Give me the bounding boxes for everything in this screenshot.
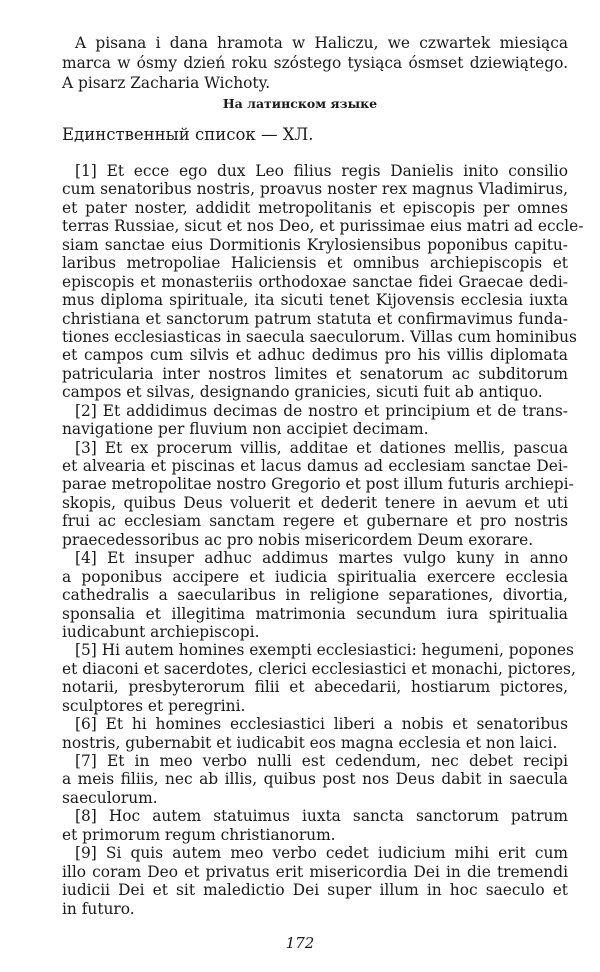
text-line: saeculorum.: [62, 788, 158, 807]
text-line: in futuro.: [62, 899, 135, 918]
text-line: et pater noster, addidit metropolitanis et episcopis per omnes: [62, 198, 568, 217]
text-line: sculptores et peregrini.: [62, 696, 246, 715]
text-line: tiones ecclesiasticas in saecula saeculorum. Villas cum hominibus: [62, 327, 577, 346]
text-line: episcopis et monasteriis orthodoxae sanctae fidei Graecae dedi-: [62, 272, 568, 291]
text-line: [1] Et ecce ego dux Leo filius regis Danielis inito consilio: [75, 162, 568, 180]
text-line: campos et silvas, designando granicies, sicuti fuit ab antiquo.: [62, 383, 543, 402]
text-line: a poponibus accipere et iudicia spiritualia exercere ecclesia: [62, 567, 568, 586]
source-note: Единственный список — ХЛ.: [62, 125, 314, 144]
text-line: parae metropolitae nostro Gregorio et post illum futuris archiepi-: [62, 475, 574, 494]
text-line: et campos cum silvis et adhuc dedimus pro his villis diplomata: [62, 346, 568, 365]
text-line: iudicabunt archiepiscopi.: [62, 622, 260, 641]
text-line: praecedessoribus ac pro nobis misericordem Deum exorare.: [62, 530, 534, 549]
text-line: nostris, gubernabit et iudicabit eos magna ecclesia et non laici.: [62, 733, 558, 752]
section-heading: На латинском языке: [222, 96, 378, 111]
text-line: siam sanctae eius Dormitionis Krylosiensibus poponibus capitu-: [62, 235, 568, 254]
page-number: 172: [285, 934, 315, 952]
text-line: christiana et sanctorum patrum statuta et confirmavimus funda-: [62, 309, 568, 328]
text-line: skopis, quibus Deus voluerit et dederit tenere in aevum et uti: [62, 493, 568, 512]
text-line: [8] Hoc autem statuimus iuxta sancta sanctorum patrum: [75, 807, 568, 826]
text-line: sponsalia et illegitima matrimonia secundum iura spiritualia: [62, 604, 568, 623]
text-line: laribus metropoliae Haliciensis et omnibus archiepiscopis et: [62, 254, 568, 273]
text-line: [4] Et insuper adhuc addimus martes vulgo kuny in anno: [75, 549, 568, 568]
text-line: frui ac ecclesiam sanctam regere et gubernare et pro nostris: [62, 512, 568, 531]
text-line: marca w ósmy dzień roku szóstego tysiąca ósmset dziewiątego.: [62, 54, 568, 72]
text-line: [3] Et ex procerum villis, additae et dationes mellis, pascua: [75, 438, 568, 457]
text-line: et diaconi et sacerdotes, clerici ecclesiastici et monachi, pictores,: [62, 659, 576, 678]
text-line: a meis filiis, nec ab illis, quibus post nos Deus dabit in saecula: [62, 770, 568, 789]
text-line: terras Russiae, sicut et nos Deo, et purissimae eius matri ad eccle-: [62, 217, 584, 236]
text-line: [5] Hi autem homines exempti ecclesiastici: hegumeni, popones: [75, 641, 574, 660]
text-line: mus diploma spirituale, ita sicuti tenet Kijovensis ecclesia iuxta: [62, 291, 568, 310]
text-line: A pisarz Zacharia Wichoty.: [62, 74, 271, 92]
text-line: [2] Et addidimus decimas de nostro et principium et de trans-: [75, 401, 568, 420]
polish-closing-paragraph: [62, 33, 568, 93]
text-line: iudicii Dei et sit maledictio Dei super illum in hoc saeculo et: [62, 881, 568, 900]
text-line: cathedralis a saecularibus in religione separationes, divortia,: [62, 586, 568, 605]
text-line: A pisana i dana hramota w Haliczu, we czwartek miesiąca: [75, 34, 568, 52]
text-line: cum senatoribus nostris, proavus noster rex magnus Vladimirus,: [62, 180, 568, 199]
text-line: [7] Et in meo verbo nulli est cedendum, nec debet recipi: [75, 752, 568, 770]
text-line: et primorum regum christianorum.: [62, 825, 336, 844]
text-line: navigatione per fluvium non accipiet decimam.: [62, 420, 429, 439]
text-line: notarii, presbyterorum filii et abecedarii, hostiarum pictores,: [62, 678, 568, 697]
text-line: [6] Et hi homines ecclesiastici liberi a nobis et senatoribus: [75, 715, 568, 734]
latin-text-body: [62, 162, 584, 918]
text-line: patricularia inter nostros limites et senatorum ac subditorum: [62, 364, 568, 383]
text-line: et alvearia et piscinas et lacus damus ad ecclesiam sanctae Dei-: [62, 457, 568, 475]
text-line: [9] Si quis autem meo verbo cedet iudicium mihi erit cum: [75, 844, 568, 863]
text-line: illo coram Deo et privatus erit misericordia Dei in die tremendi: [62, 862, 568, 881]
